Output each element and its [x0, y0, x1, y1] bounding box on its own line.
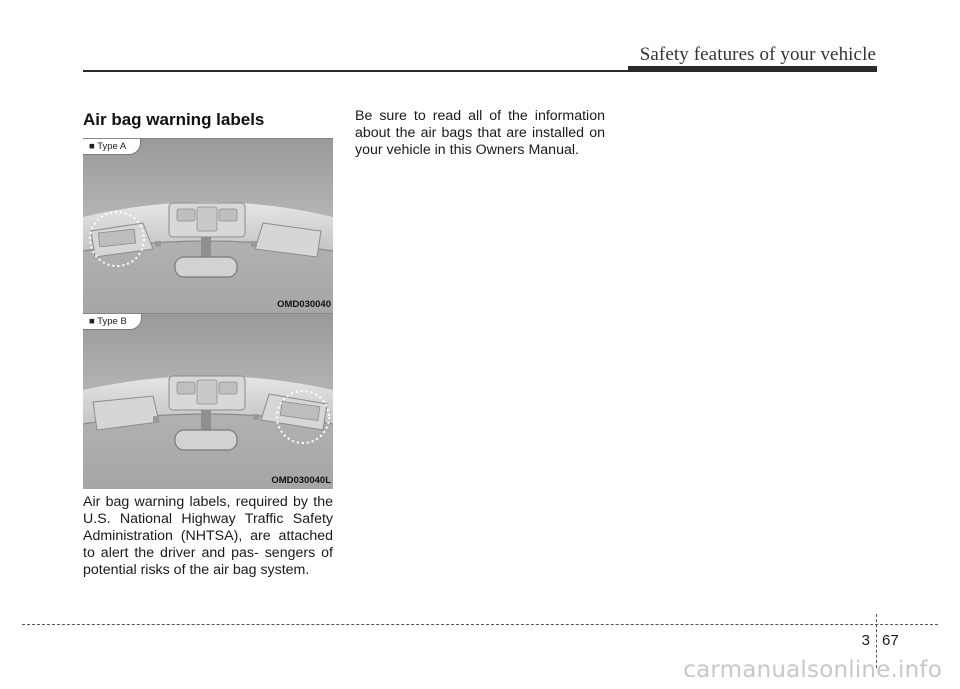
section-heading: Air bag warning labels	[83, 110, 265, 129]
headliner-illustration-b	[83, 314, 333, 489]
footer-rule	[22, 624, 938, 625]
header-title: Safety features of your vehicle	[639, 44, 876, 65]
page-number: 67	[882, 632, 899, 649]
headliner-illustration-a	[83, 139, 333, 313]
watermark[interactable]: carmanualsonline.info	[683, 657, 942, 683]
figure-type-a	[83, 138, 333, 313]
chapter-number: 3	[861, 632, 870, 649]
paragraph-warning-labels: Air bag warning labels, required by the U.S. National Highway Traffic Safety Administration (NHTSA), are attached to alert the driver and pas- sengers of potential risks of the air bag system.	[83, 494, 333, 578]
figure-code: OMD030040	[277, 299, 331, 310]
figure-type-tag: ■ Type A	[83, 139, 141, 155]
figure-type-tag: ■ Type B	[83, 314, 142, 330]
figure-code: OMD030040L	[271, 475, 331, 486]
figure-type-b	[83, 313, 333, 489]
paragraph-owners-manual: Be sure to read all of the information about the air bags that are installed on your vehicle in this Owners Manual.	[355, 108, 605, 158]
header-rule-accent	[628, 66, 877, 72]
